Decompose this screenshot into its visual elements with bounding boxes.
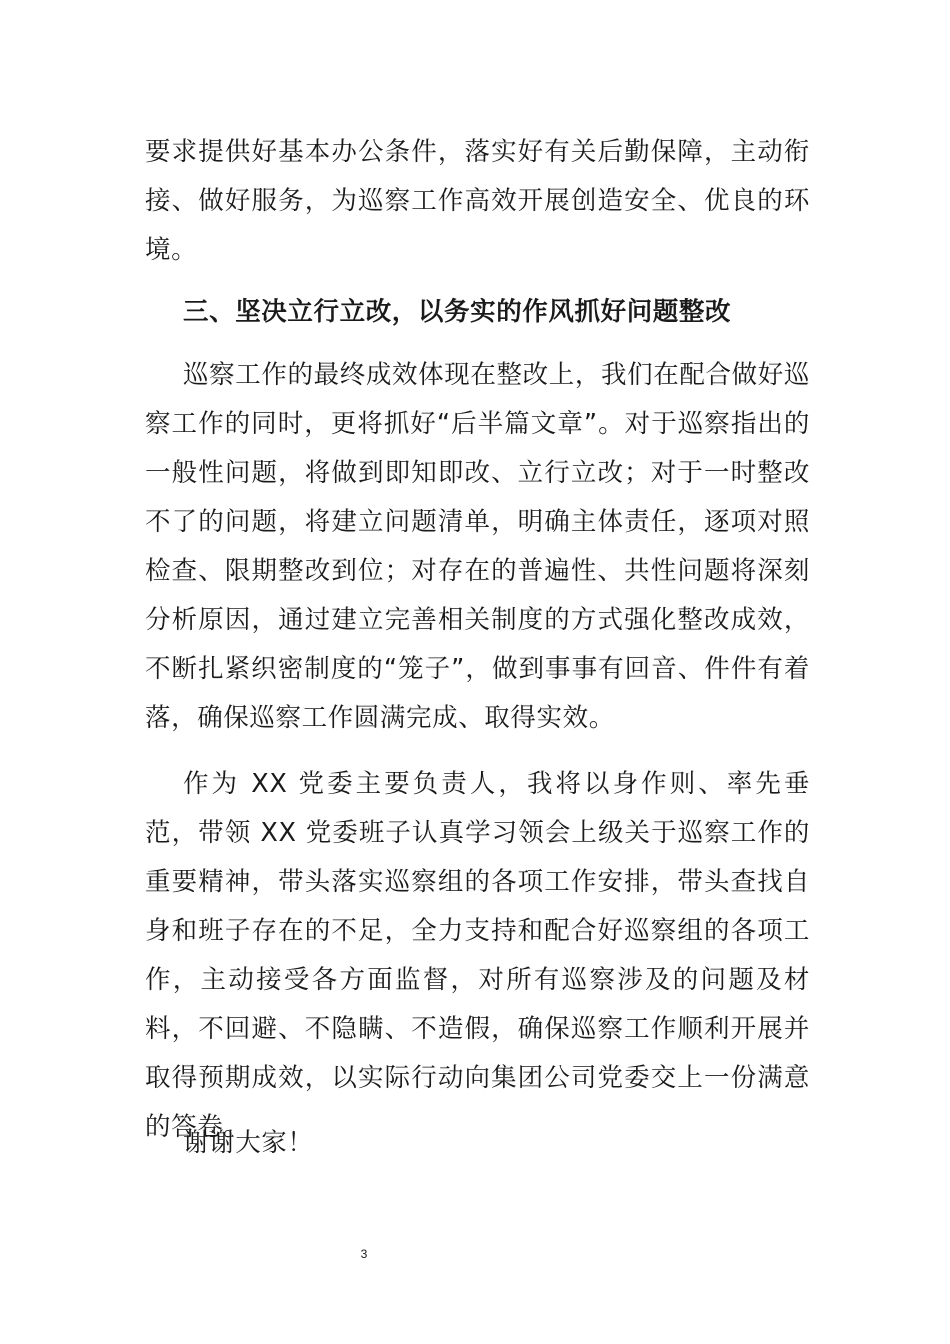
closing-thanks: 谢谢大家！ [183,1128,314,1158]
page-number: 3 [360,1247,368,1261]
section-heading: 三、坚决立行立改，以务实的作风抓好问题整改 [183,297,732,327]
paragraph-commitment: 作为 XX 党委主要负责人，我将以身作则、率先垂范，带领 XX 党委班子认真学习领会上级关于巡察工作的重要精神，带头落实巡察组的各项工作安排，带头查找自身和班子存在的不足，全力支持和配合好巡察组的各项工作，主动接受各方面监督，对所有巡察涉及的问题及材料，不回避、不隐瞒、不造假，确保巡察工作顺利开展并取得预期成效，以实际行动向集团公司党委交上一份满意的答卷。 [145,769,810,1142]
paragraph-continuation: 要求提供好基本办公条件，落实好有关后勤保障，主动衔接、做好服务，为巡察工作高效开展创造安全、优良的环境。 [145,137,810,265]
paragraph-rectification: 巡察工作的最终成效体现在整改上，我们在配合做好巡察工作的同时，更将抓好“后半篇文章”。对于巡察指出的一般性问题，将做到即知即改、立行立改；对于一时整改不了的问题，将建立问题清单，明确主体责任，逐项对照检查、限期整改到位；对存在的普遍性、共性问题将深刻分析原因，通过建立完善相关制度的方式强化整改成效，不断扎紧织密制度的“笼子”，做到事事有回音、件件有着落，确保巡察工作圆满完成、取得实效。 [145,360,810,733]
